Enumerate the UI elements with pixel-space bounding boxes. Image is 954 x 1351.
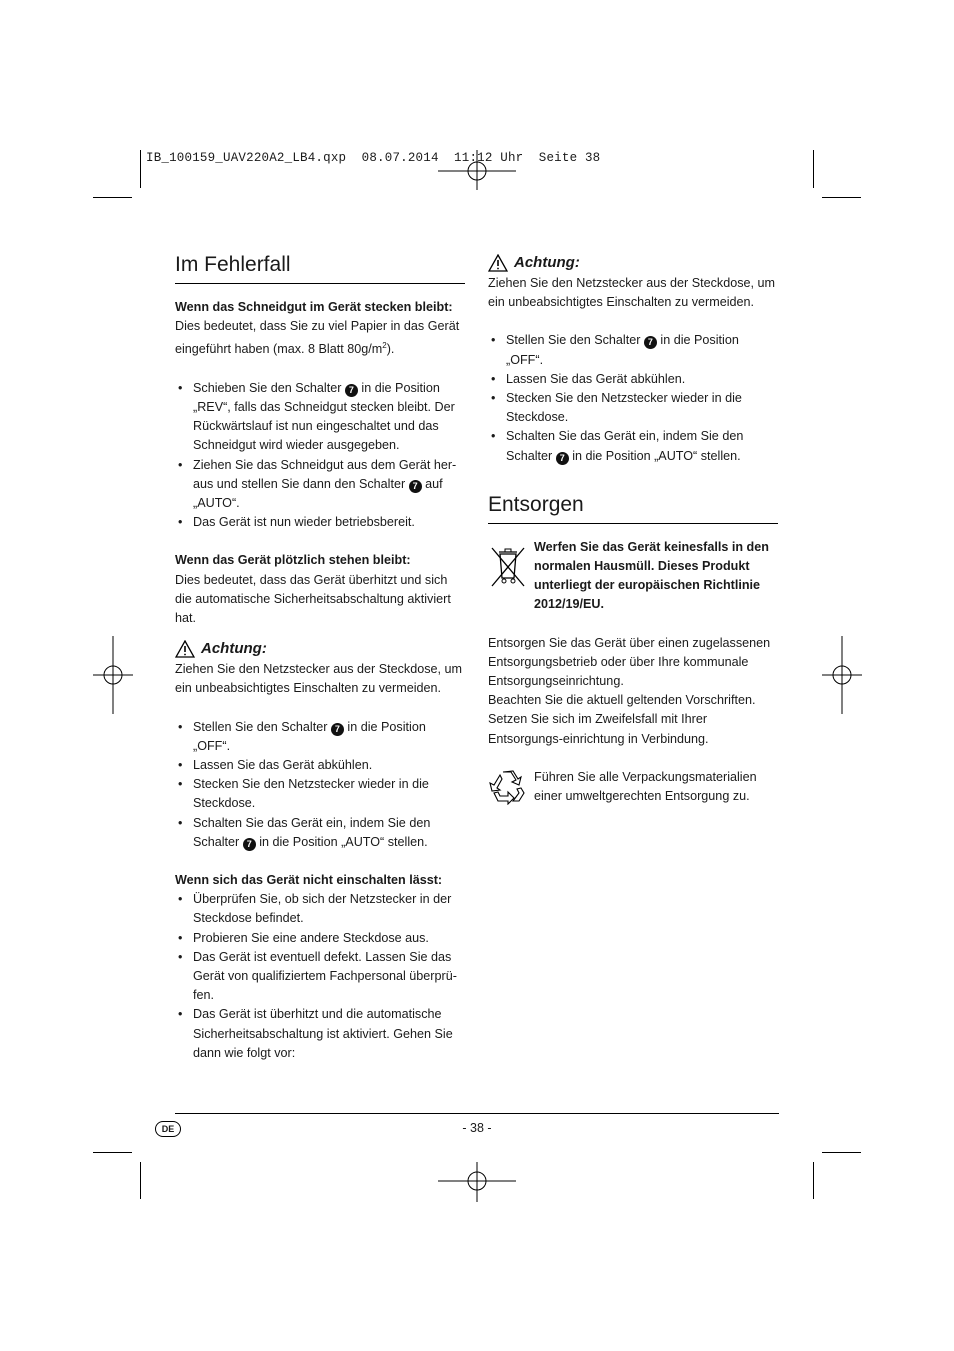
bullet-list-warning [488,331,778,465]
right-column [488,252,778,811]
left-column [175,252,465,1063]
bullet-list-no-power [175,890,465,1063]
number-badge-icon: 7 [243,838,256,851]
registration-mark-icon [438,1162,516,1202]
list-item: • Schalten Sie das Gerät ein, indem Sie den Schalter 7 in die Position „AUTO“ stellen. [175,814,465,852]
regulations-text: Beachten Sie die aktuell geltenden Vorschriften. Setzen Sie sich im Zweifelsfall mit Ihrer Entsorgungs-einrichtung in Verbindung. [488,693,756,746]
recycle-notice [488,768,778,811]
list-item: • Stecken Sie den Netzstecker wieder in die Steckdose. [488,389,778,427]
list-item: • Stecken Sie den Netzstecker wieder in die Steckdose. [175,775,465,813]
subheading-stops: Wenn das Gerät plötzlich stehen bleibt: [175,553,411,568]
crossed-bin-icon [488,544,528,590]
warning-heading: Achtung: [175,638,465,660]
list-item: • Überprüfen Sie, ob sich der Netzstecker in der Steckdose befindet. [175,890,465,928]
number-badge-icon: 7 [409,480,422,493]
paragraph-stops: Dies bedeutet, dass das Gerät überhitzt und sich die automatische Sicherheitsabschaltung aktiviert hat. [175,572,451,626]
weee-text: Werfen Sie das Gerät keinesfalls in den normalen Hausmüll. Dieses Produkt unterliegt der europäischen Richtlinie 2012/19/EU. [534,539,769,612]
page-number: - 38 - [462,1121,492,1135]
bullet-list-warning [175,718,465,852]
section-title-entsorgen: Entsorgen [488,492,778,524]
weee-notice [488,538,778,615]
warning-triangle-icon [488,254,508,272]
list-item: • Probieren Sie eine andere Steckdose aus. [175,929,465,948]
warning-text: Ziehen Sie den Netzstecker aus der Steckdose, um ein unbeabsichtigtes Einschalten zu vermeiden. [175,662,463,696]
list-item: • Ziehen Sie das Schneidgut aus dem Gerät her-aus und stellen Sie dann den Schalter 7 auf „AUTO“. [175,456,465,514]
list-item: • Stellen Sie den Schalter 7 in die Position „OFF“. [175,718,465,756]
number-badge-icon: 7 [644,336,657,349]
list-item: • Das Gerät ist überhitzt und die automatische Sicherheitsabschaltung ist aktiviert. Gehen Sie dann wie folgt vor: [175,1005,465,1063]
registration-mark-icon [822,636,862,714]
list-item: • Stellen Sie den Schalter 7 in die Position „OFF“. [488,331,778,369]
number-badge-icon: 7 [556,452,569,465]
language-badge: DE [155,1121,181,1137]
disposal-text: Entsorgen Sie das Gerät über einen zugelassenen Entsorgungsbetrieb oder über Ihre kommunale Entsorgungseinrichtung. [488,635,771,689]
print-slug: IB_100159_UAV220A2_LB4.qxp 08.07.2014 11:12 Uhr Seite 38 [146,151,601,165]
section-title-fehlerfall: Im Fehlerfall [175,252,465,284]
subheading-stuck: Wenn das Schneidgut im Gerät stecken bleibt: [175,300,453,314]
footer-divider [175,1113,779,1114]
bullet-list-stuck [175,379,465,533]
list-item: • Das Gerät ist eventuell defekt. Lassen Sie das Gerät von qualifiziertem Fachpersonal überprü-fen. [175,948,465,1006]
subheading-no-power: Wenn sich das Gerät nicht einschalten lässt: [175,873,443,888]
paragraph-stuck: Dies bedeutet, dass Sie zu viel Papier in das Gerät eingeführt haben (max. 8 Blatt $80g/m^2$). [175,319,460,357]
registration-mark-icon [93,636,133,714]
list-item: • Das Gerät ist nun wieder betriebsbereit. [175,513,465,532]
number-badge-icon: 7 [345,384,358,397]
list-item: • Lassen Sie das Gerät abkühlen. [175,756,465,775]
recycle-icon [488,769,526,805]
warning-text: Ziehen Sie den Netzstecker aus der Steckdose, um ein unbeabsichtigtes Einschalten zu vermeiden. [488,276,776,310]
list-item: • Lassen Sie das Gerät abkühlen. [488,370,778,389]
warning-triangle-icon [175,640,195,658]
registration-mark-icon [438,150,516,190]
recycle-text: Führen Sie alle Verpackungsmaterialien einer umweltgerechten Entsorgung zu. [534,769,757,804]
list-item: • Schalten Sie das Gerät ein, indem Sie den Schalter 7 in die Position „AUTO“ stellen. [488,427,778,465]
warning-heading: Achtung: [488,252,778,274]
number-badge-icon: 7 [331,723,344,736]
list-item: • Schieben Sie den Schalter 7 in die Position „REV“, falls das Schneidgut stecken bleibt. Der Rückwärtslauf ist nun eingeschaltet und das Schneidgut wird wieder ausgegeben. [175,379,465,456]
